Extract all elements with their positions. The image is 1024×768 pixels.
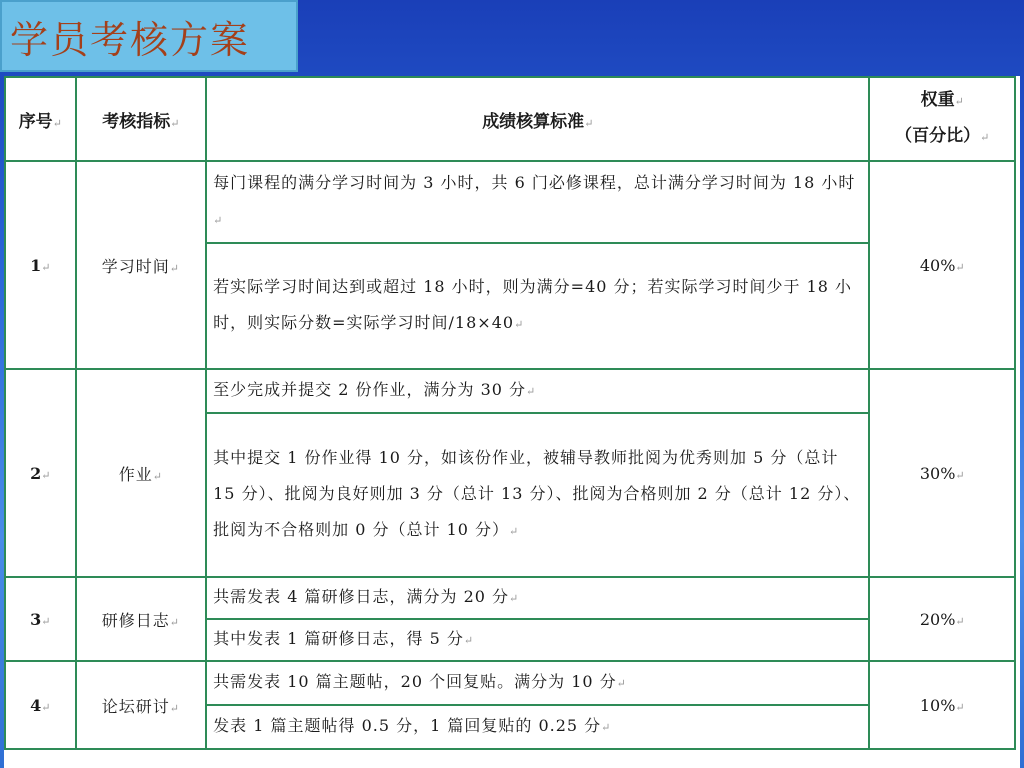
table-row [5,369,1015,413]
row-weight: 40%↵ [869,161,1015,369]
row-standard: 发表 1 篇主题帖得 0.5 分，1 篇回复贴的 0.25 分↵ [206,705,869,749]
row-standard: 若实际学习时间达到或超过 18 小时，则为满分=40 分；若实际学习时间少于 18 小时，则实际分数=实际学习时间/18×40↵ [206,243,869,369]
row-weight: 30%↵ [869,369,1015,577]
table-row [5,661,1015,705]
row-standard: 至少完成并提交 2 份作业，满分为 30 分↵ [206,369,869,413]
title-banner [0,0,298,72]
row-standard: 共需发表 4 篇研修日志，满分为 20 分↵ [206,577,869,619]
row-standard: 其中发表 1 篇研修日志，得 5 分↵ [206,619,869,661]
row-number: 3↵ [5,577,76,661]
assessment-table-container [4,76,1020,768]
row-standard: 每门课程的满分学习时间为 3 小时，共 6 门必修课程，总计满分学习时间为 18 小时↵ [206,161,869,243]
row-indicator: 作业↵ [76,369,207,577]
row-standard: 其中提交 1 份作业得 10 分，如该份作业，被辅导教师批阅为优秀则加 5 分（总计 15 分）、批阅为良好则加 3 分（总计 13 分）、批阅为合格则加 2 分（总计 12 分）、批阅为不合格则加 0 分（总计 10 分）↵ [206,413,869,577]
row-standard: 共需发表 10 篇主题帖，20 个回复贴。满分为 10 分↵ [206,661,869,705]
row-weight: 20%↵ [869,577,1015,661]
row-indicator: 研修日志↵ [76,577,207,661]
header-weight: 权重↵ （百分比）↵ [869,77,1015,161]
row-indicator: 论坛研讨↵ [76,661,207,749]
header-standard: 成绩核算标准↵ [206,77,869,161]
header-indicator: 考核指标↵ [76,77,207,161]
page-title: 学员考核方案 [10,17,251,62]
row-indicator: 学习时间↵ [76,161,207,369]
assessment-table [4,76,1016,750]
table-row [5,577,1015,619]
row-number: 2↵ [5,369,76,577]
row-weight: 10%↵ [869,661,1015,749]
table-row [5,161,1015,243]
table-header-row [5,77,1015,161]
row-number: 4↵ [5,661,76,749]
row-number: 1↵ [5,161,76,369]
header-no: 序号↵ [5,77,76,161]
